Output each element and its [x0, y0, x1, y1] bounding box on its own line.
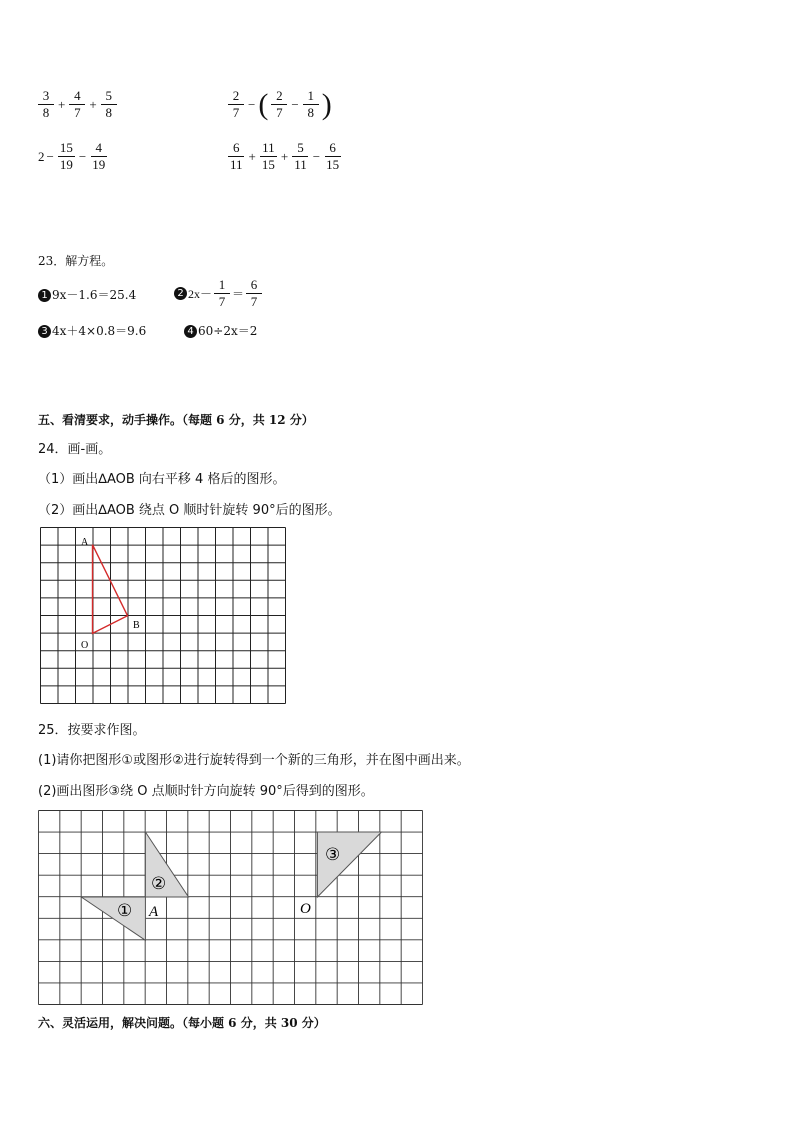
- fraction: [324, 140, 341, 173]
- numerator: 6: [228, 140, 244, 157]
- denominator: 11: [294, 157, 307, 172]
- shape-3-triangle: [317, 832, 381, 897]
- shape-3-label: ③: [325, 845, 341, 864]
- denominator: 15: [326, 157, 340, 172]
- calc-expression-2: [226, 88, 333, 121]
- equation-text: 4x＋4×0.8＝9.6: [52, 324, 147, 338]
- point-b-label: B: [133, 620, 140, 631]
- numerator: 6: [325, 140, 341, 157]
- point-o-label: O: [81, 640, 89, 651]
- point-a-label: A: [149, 904, 159, 920]
- point-a-label: A: [81, 537, 89, 548]
- denominator: 7: [276, 105, 283, 120]
- denominator: 19: [92, 157, 106, 172]
- right-paren: ): [321, 87, 332, 121]
- denominator: 19: [59, 157, 73, 172]
- denominator: 11: [230, 157, 243, 172]
- point-o-label: O: [300, 901, 311, 917]
- circled-number: 4: [184, 325, 197, 338]
- equation-text: 2x－: [188, 287, 213, 301]
- operator: −: [291, 96, 299, 112]
- denominator: 8: [105, 105, 112, 120]
- fraction: [228, 140, 245, 173]
- circled-number: 1: [38, 289, 51, 302]
- fraction: [303, 88, 319, 121]
- shape-1-label: ①: [117, 901, 133, 920]
- left-paren: (: [258, 87, 269, 121]
- operator: −: [248, 96, 256, 112]
- q25-part-2: (2)画出图形③绕 O 点顺时针方向旋转 90°后得到的图形。: [38, 784, 374, 799]
- q25-part-1: (1)请你把图形①或图形②进行旋转得到一个新的三角形，并在图中画出来。: [38, 753, 470, 768]
- calc-expression-3: [38, 140, 109, 173]
- denominator: 7: [218, 294, 226, 309]
- equation-text: 60÷2x＝2: [198, 324, 258, 338]
- q24-part-1: （1）画出∆AOB 向右平移 4 格后的图形。: [38, 472, 286, 487]
- operator: +: [58, 96, 66, 112]
- fraction: [58, 140, 75, 173]
- fraction: [90, 140, 107, 173]
- calc-expression-4: [226, 140, 343, 173]
- numerator: 1: [214, 277, 230, 294]
- equation-1: [38, 286, 136, 303]
- q24-grid: [40, 527, 288, 705]
- numerator: 1: [303, 88, 319, 105]
- shape-2-label: ②: [151, 874, 167, 893]
- fraction: [292, 140, 309, 173]
- fraction: [101, 88, 117, 121]
- section-5-heading: 五、看清要求，动手操作。（每题 6 分，共 12 分）: [38, 413, 314, 427]
- denominator: 15: [261, 157, 275, 172]
- grid-lines: [41, 528, 286, 704]
- q24-title: 24．画-画。: [38, 442, 112, 457]
- q23-title: 23．解方程。: [38, 254, 114, 268]
- numerator: 5: [101, 88, 117, 105]
- calc-expression-1: [36, 88, 119, 121]
- operator: −: [312, 148, 321, 164]
- operator: −: [46, 148, 54, 164]
- numerator: 2: [228, 88, 244, 105]
- fraction: [271, 88, 287, 121]
- q24-part-2: （2）画出∆AOB 绕点 O 顺时针旋转 90°后的图形。: [38, 503, 341, 518]
- fraction: [38, 88, 54, 121]
- q25-grid: [38, 810, 424, 1006]
- integer: 2: [38, 148, 45, 164]
- fraction: [228, 88, 244, 121]
- fraction: [69, 88, 85, 121]
- equation-3: [38, 322, 146, 339]
- numerator: 5: [292, 140, 308, 157]
- denominator: 8: [307, 105, 314, 120]
- numerator: 15: [59, 140, 73, 155]
- denominator: 7: [250, 294, 258, 309]
- circled-number: 2: [174, 287, 187, 300]
- numerator: 4: [91, 140, 107, 157]
- numerator: 4: [69, 88, 85, 105]
- operator: −: [78, 148, 87, 164]
- operator: +: [280, 148, 289, 164]
- numerator: 2: [271, 88, 287, 105]
- denominator: 7: [232, 105, 240, 120]
- fraction: [214, 277, 230, 310]
- numerator: 6: [246, 277, 262, 294]
- operator: +: [248, 148, 256, 164]
- q25-title: 25．按要求作图。: [38, 723, 146, 738]
- circled-number: 3: [38, 325, 51, 338]
- equation-4: [184, 322, 257, 339]
- fraction: [260, 140, 277, 173]
- fraction: [246, 277, 262, 310]
- numerator: 11: [262, 140, 275, 155]
- section-6-heading: 六、灵活运用，解决问题。（每小题 6 分，共 30 分）: [38, 1016, 326, 1030]
- denominator: 8: [42, 105, 50, 120]
- equation-text: 9x－1.6＝25.4: [52, 288, 137, 302]
- equals-sign: ＝: [232, 287, 245, 301]
- operator: +: [89, 96, 97, 112]
- denominator: 7: [74, 105, 81, 120]
- numerator: 3: [38, 88, 54, 105]
- equation-2: [174, 277, 264, 310]
